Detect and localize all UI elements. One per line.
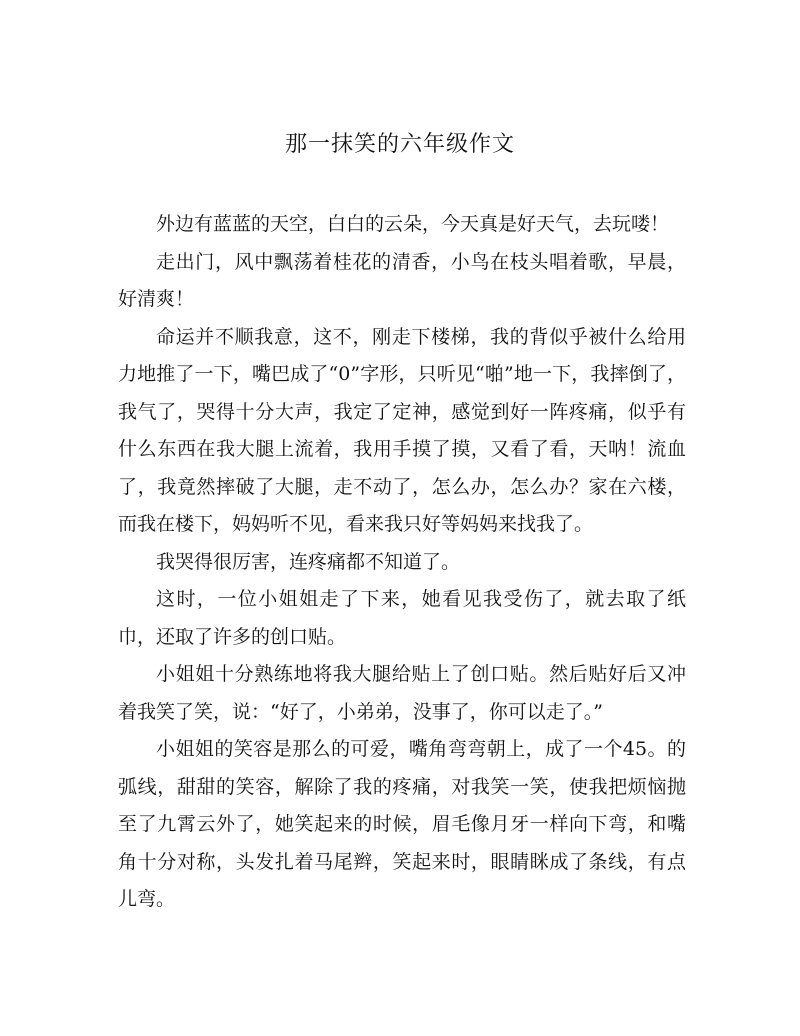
- paragraph: 小姐姐十分熟练地将我大腿给贴上了创口贴。然后贴好后又冲着我笑了笑，说：“好了，小弟弟，没事了，你可以走了。”: [118, 663, 686, 723]
- paragraph: 命运并不顺我意，这不，刚走下楼梯，我的背似乎被什么给用力地推了一下，嘴巴成了“0”字形，只听见“啪”地一下，我摔倒了，我气了，哭得十分大声，我定了定神，感觉到好一阵疼痛，似乎有什么东西在我大腿上流着，我用手摸了摸，又看了看，天呐！流血了，我竟然摔破了大腿，走不动了，怎么办，怎么办？家在六楼，而我在楼下，妈妈听不见，看来我只好等妈妈来找我了。: [118, 325, 686, 535]
- paragraph: 我哭得很厉害，连疼痛都不知道了。: [156, 550, 461, 573]
- paragraph: 外边有蓝蓝的天空，白白的云朵，今天真是好天气，去玩喽！: [156, 213, 670, 235]
- document-body: [118, 206, 686, 919]
- paragraph: 这时，一位小姐姐走了下来，她看见我受伤了，就去取了纸巾，还取了许多的创口贴。: [118, 588, 686, 648]
- paragraph: 小姐姐的笑容是那么的可爱，嘴角弯弯朝上，成了一个45。的弧线，甜甜的笑容，解除了我的疼痛，对我笑一笑，使我把烦恼抛至了九霄云外了，她笑起来的时候，眉毛像月牙一样向下弯，和嘴角十分对称，头发扎着马尾辫，笑起来时，眼睛眯成了条线，有点儿弯。: [118, 738, 686, 910]
- document-title: 那一抹笑的六年级作文: [284, 132, 515, 157]
- paragraph: 走出门，风中飘荡着桂花的清香，小鸟在枝头唱着歌，早晨，好清爽！: [118, 250, 686, 310]
